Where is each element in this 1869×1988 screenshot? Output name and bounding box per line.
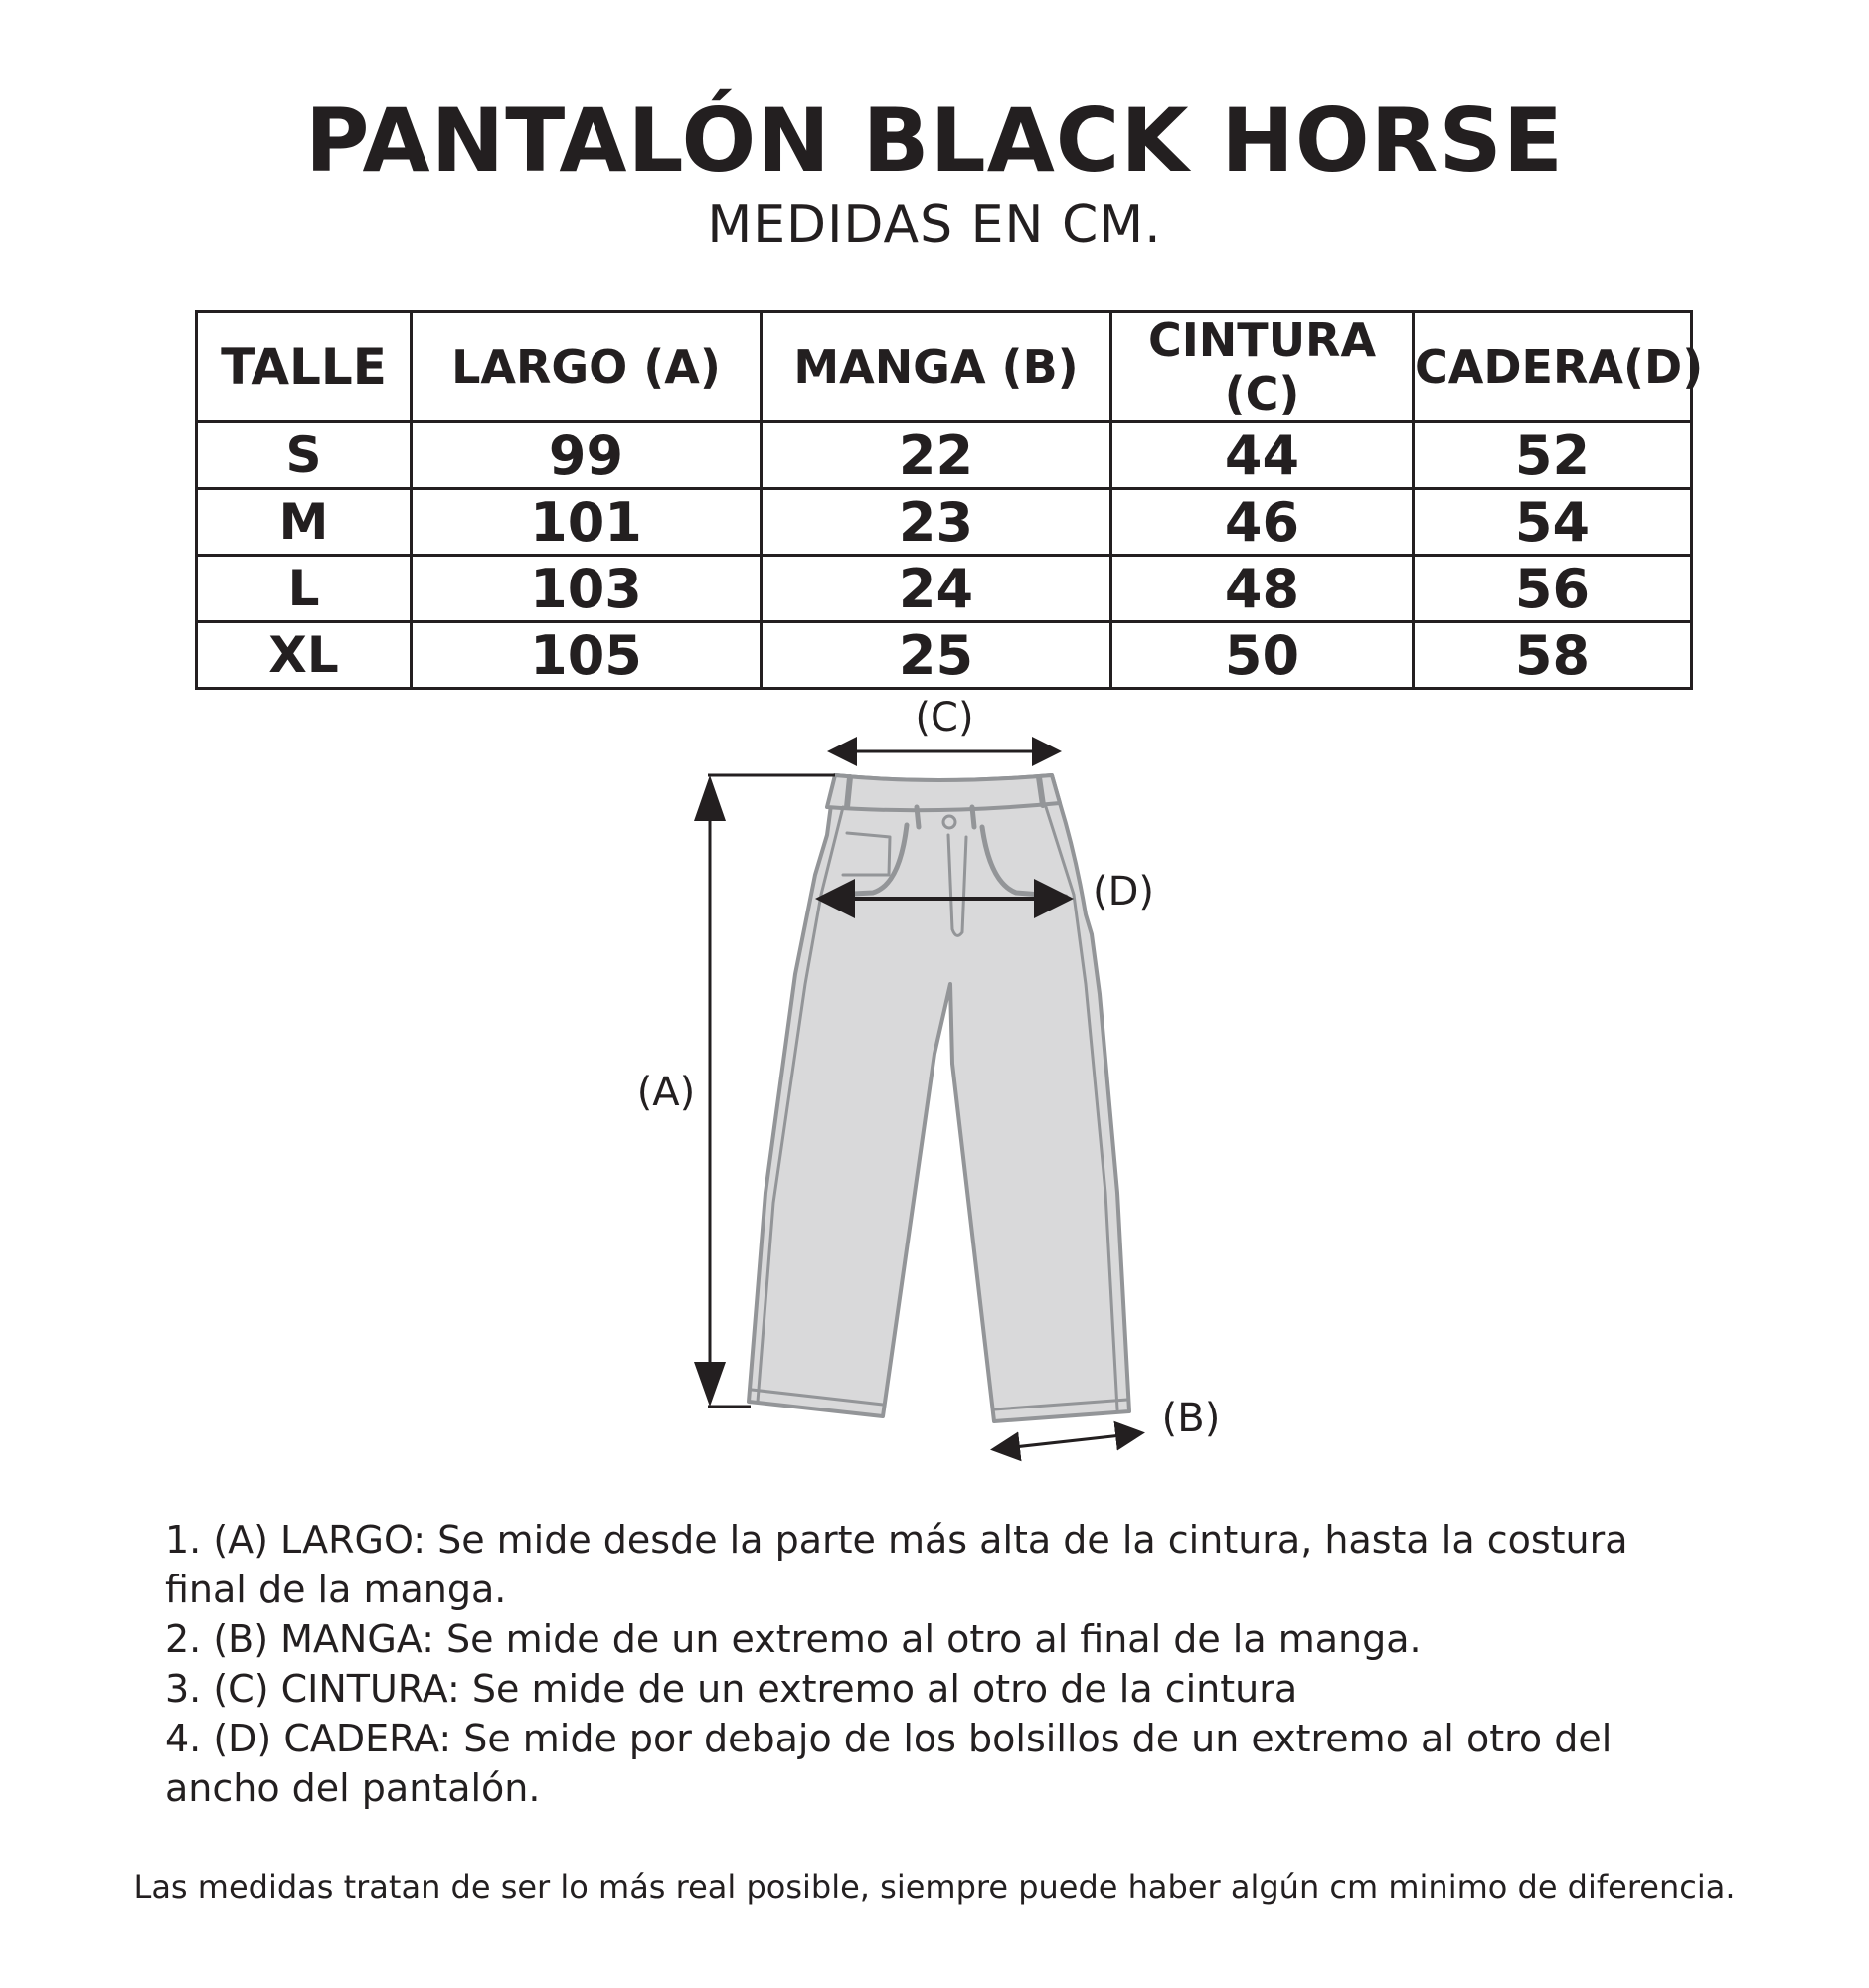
size-cell: M [197, 489, 412, 556]
largo-cell: 99 [412, 422, 762, 489]
manga-cell: 23 [762, 489, 1111, 556]
size-cell: XL [197, 622, 412, 689]
cadera-cell: 54 [1414, 489, 1692, 556]
manga-cell: 22 [762, 422, 1111, 489]
cintura-cell: 50 [1111, 622, 1414, 689]
cadera-cell: 56 [1414, 556, 1692, 622]
belt-loop-mid-left [917, 807, 919, 827]
disclaimer: Las medidas tratan de ser lo más real posible, siempre puede haber algún cm minimo de diferencia. [133, 1868, 1736, 1905]
largo-cell: 105 [412, 622, 762, 689]
pants-illustration [749, 775, 1129, 1421]
note-largo: 1. (A) LARGO: Se mide desde la parte más alta de la cintura, hasta la costura final de la manga. [165, 1518, 1628, 1611]
header-largo: LARGO (A) [412, 312, 762, 422]
arrow-down-icon [694, 1362, 726, 1407]
note-cintura: 3. (C) CINTURA: Se mide de un extremo al otro de la cintura [165, 1667, 1298, 1711]
belt-loop-left [847, 777, 850, 807]
pants-diagram [0, 676, 1869, 1471]
table-header-row [197, 312, 1692, 422]
size-table [195, 310, 1704, 690]
header-talle: TALLE [197, 312, 412, 422]
cadera-cell: 52 [1414, 422, 1692, 489]
largo-cell: 103 [412, 556, 762, 622]
header-manga: MANGA (B) [762, 312, 1111, 422]
size-cell: L [197, 556, 412, 622]
manga-cell: 25 [762, 622, 1111, 689]
size-cell: S [197, 422, 412, 489]
waistband [827, 775, 1060, 810]
cadera-cell: 58 [1414, 622, 1692, 689]
belt-loop-mid-right [972, 807, 974, 827]
header-cintura: CINTURA (C) [1111, 312, 1414, 422]
label-d: (D) [1092, 869, 1155, 914]
button-icon [943, 816, 955, 828]
pants-body [749, 775, 1129, 1421]
label-b: (B) [1161, 1396, 1221, 1441]
note-manga: 2. (B) MANGA: Se mide de un extremo al otro al final de la manga. [165, 1617, 1422, 1661]
page-subtitle: MEDIDAS EN CM. [707, 195, 1162, 254]
cintura-cell: 44 [1111, 422, 1414, 489]
measure-c [833, 695, 1056, 751]
table-row [197, 422, 1692, 489]
label-c: (C) [915, 695, 974, 741]
manga-cell: 24 [762, 556, 1111, 622]
belt-loop-right [1039, 777, 1043, 805]
cintura-cell: 46 [1111, 489, 1414, 556]
arrow-up-icon [694, 775, 726, 821]
table-row [197, 489, 1692, 556]
note-cadera: 4. (D) CADERA: Se mide por debajo de los bolsillos de un extremo al otro del ancho del pantalón. [165, 1717, 1613, 1810]
cintura-cell: 48 [1111, 556, 1414, 622]
label-a: (A) [636, 1070, 696, 1115]
measurement-notes [165, 1515, 1716, 1813]
largo-cell: 101 [412, 489, 762, 556]
page-title: PANTALÓN BLACK HORSE [305, 89, 1564, 192]
header-cadera: CADERA(D) [1414, 312, 1692, 422]
table-row [197, 556, 1692, 622]
